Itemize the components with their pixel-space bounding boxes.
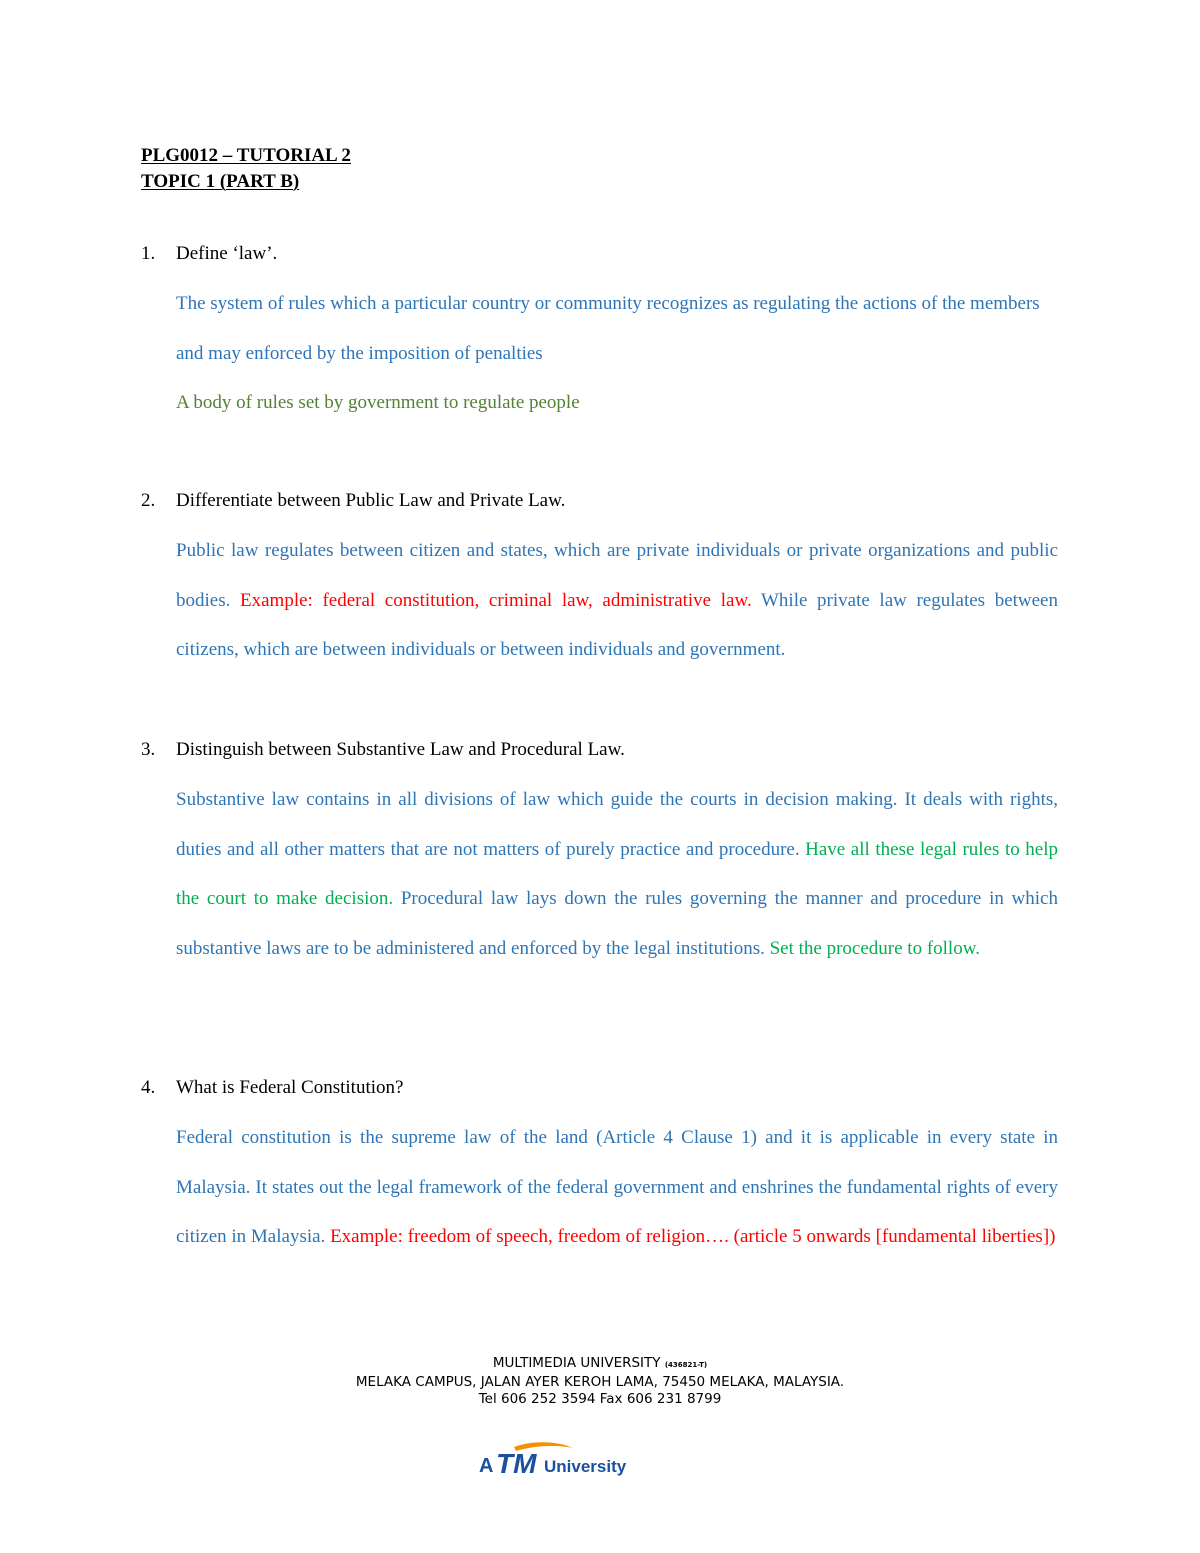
question-text: What is Federal Constitution? <box>176 1077 404 1098</box>
answer-note: Have all these legal rules to help the court to make decision. <box>176 838 1058 909</box>
tm-university-logo <box>478 1442 628 1480</box>
answer-segment: Federal constitution is the supreme law of the land (Article 4 Clause 1) and it is applicable in every state in Malaysia. It states out the legal framework of the federal government and enshrines the fundamental rights of every citizen in Malaysia. <box>176 1127 1058 1247</box>
answer-3 <box>176 775 1058 973</box>
answer-segment: Public law regulates between citizen and states, which are private individuals or private organizations and public bodies. <box>176 540 1058 611</box>
answer-note: A body of rules set by government to regulate people <box>176 392 580 413</box>
answer-2 <box>176 526 1058 675</box>
question-text: Define ‘law’. <box>176 243 278 264</box>
question-number: 3. <box>141 739 156 760</box>
answer-segment: Substantive law contains in all divisions of law which guide the courts in decision making. It deals with rights, duties and all other matters that are not matters of purely practice and procedure. <box>176 789 1058 860</box>
footer-contact: Tel 606 252 3594 Fax 606 231 8799 <box>478 1391 722 1407</box>
course-title: PLG0012 – TUTORIAL 2 <box>141 145 351 166</box>
answer-segment: The system of rules which a particular country or community recognizes as regulating the actions of the members and may enforced by the imposition of penalties <box>176 293 1040 364</box>
answer-note: Set the procedure to follow. <box>769 937 980 959</box>
footer-address: MELAKA CAMPUS, JALAN AYER KEROH LAMA, 75450 MELAKA, MALAYSIA. <box>355 1374 845 1390</box>
logo-letter-a: A <box>479 1455 494 1477</box>
question-number: 2. <box>141 490 156 511</box>
answer-segment: While private law regulates between citizens, which are between individuals or between individuals and government. <box>176 589 1058 660</box>
logo-tm: TM <box>496 1448 537 1479</box>
question-number: 4. <box>141 1077 156 1098</box>
topic-title: TOPIC 1 (PART B) <box>141 171 300 192</box>
footer-university: MULTIMEDIA UNIVERSITY <box>492 1355 661 1371</box>
question-text: Distinguish between Substantive Law and Procedural Law. <box>176 739 625 760</box>
answer-example: Example: federal constitution, criminal law, administrative law. <box>240 589 761 611</box>
logo-university: University <box>544 1457 627 1476</box>
answer-segment: Procedural law lays down the rules governing the manner and procedure in which substantive laws are to be administered and enforced by the legal institutions. <box>176 888 1058 959</box>
answer-1 <box>176 279 1058 428</box>
footer-university-line <box>0 1355 1200 1374</box>
document-title-block <box>141 143 351 195</box>
question-text: Differentiate between Public Law and Private Law. <box>176 490 566 511</box>
footer-reg-no: (436821-T) <box>664 1361 708 1369</box>
question-number: 1. <box>141 243 156 264</box>
answer-4 <box>176 1113 1058 1262</box>
page-footer <box>0 1355 1200 1408</box>
answer-example: Example: freedom of speech, freedom of religion…. (article 5 onwards [fundamental liberties]) <box>330 1226 1056 1247</box>
